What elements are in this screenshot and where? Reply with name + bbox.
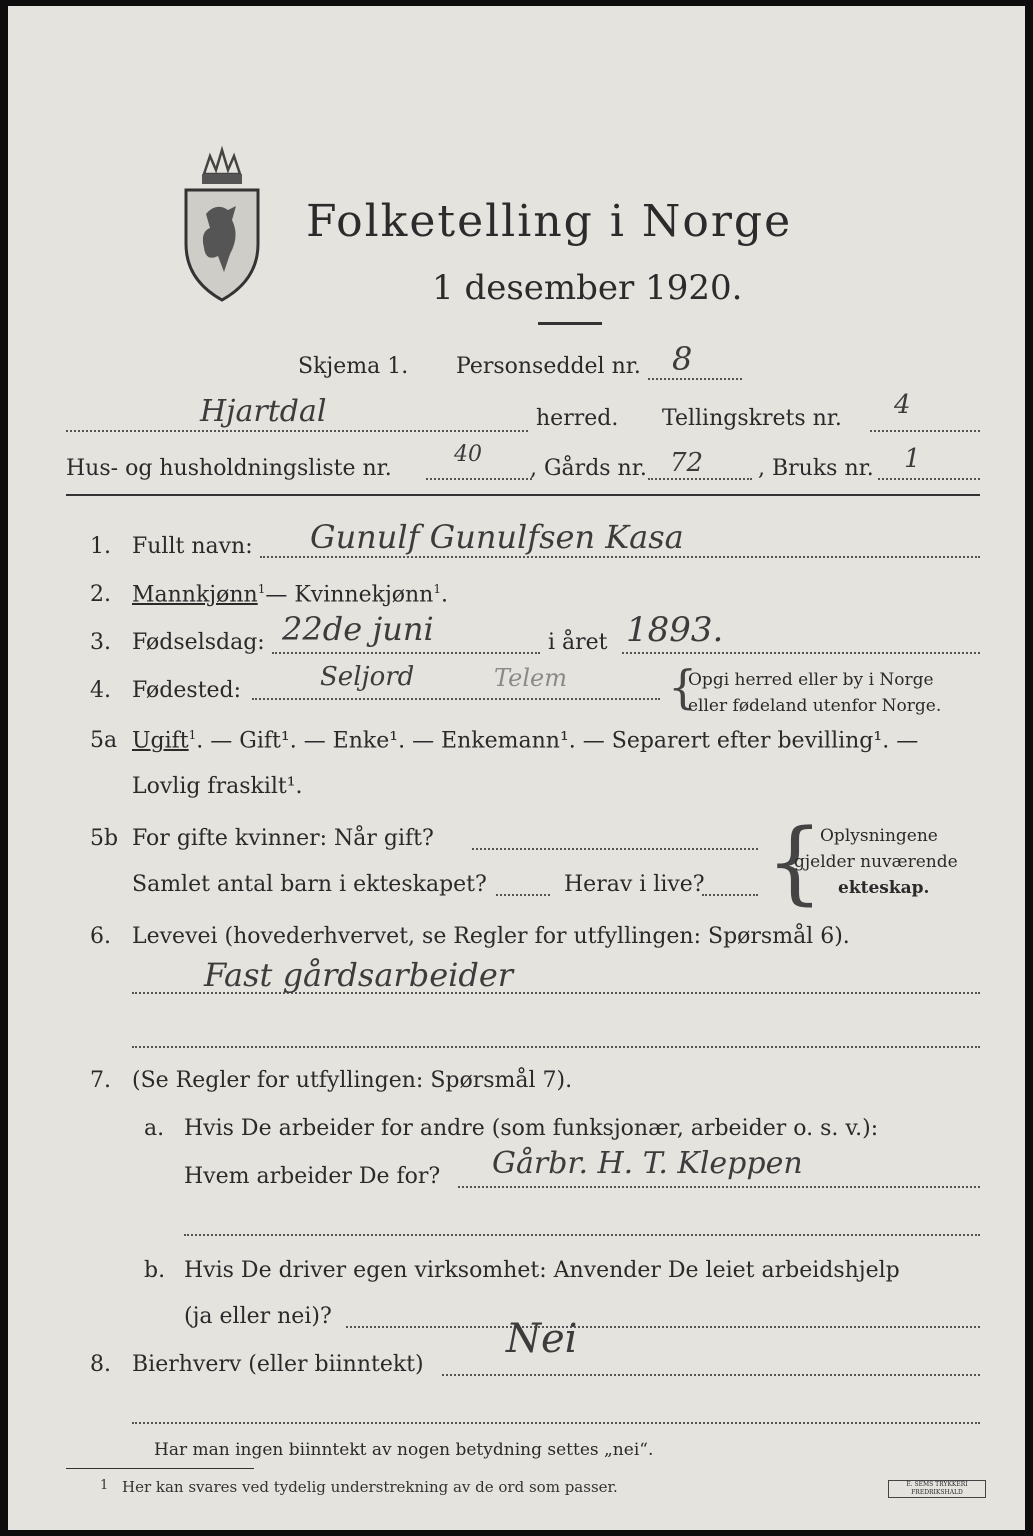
- gender-male-option[interactable]: Mannkjønn: [132, 582, 258, 608]
- q5b-note-line3: ekteskap.: [838, 878, 930, 898]
- census-form: [8, 6, 1025, 1530]
- occupation-value[interactable]: Fast gårdsarbeider: [204, 956, 514, 994]
- herred-value[interactable]: Hjartdal: [200, 394, 327, 429]
- q4-note-line2: eller fødeland utenfor Norge.: [688, 696, 942, 716]
- q1-line: [260, 556, 980, 558]
- q5b-note-line2: gjelder nuværende: [794, 852, 958, 872]
- occupation-line-2: [132, 1046, 980, 1048]
- tellingskrets-label: Tellingskrets nr.: [662, 406, 842, 431]
- footnote-text: Her kan svares ved tydelig understrekning av de ord som passer.: [122, 1478, 618, 1496]
- personseddel-label: Personseddel nr.: [456, 354, 641, 379]
- gender-female-option[interactable]: — Kvinnekjønn: [265, 582, 434, 608]
- husliste-label: Hus- og husholdningsliste nr.: [66, 456, 392, 481]
- q7-label: (Se Regler for utfyllingen: Spørsmål 7).: [132, 1068, 573, 1093]
- footnote-rule: [66, 1468, 254, 1469]
- q1-number: 1.: [90, 534, 111, 559]
- alive-line: [702, 894, 758, 896]
- tellingskrets-line: [870, 430, 980, 432]
- no-income-note: Har man ingen biinntekt av nogen betydning settes „nei“.: [154, 1440, 654, 1460]
- bruks-label: , Bruks nr.: [758, 456, 874, 481]
- marital-divorced-option[interactable]: Lovlig fraskilt¹.: [132, 774, 303, 799]
- children-label: Samlet antal barn i ekteskapet?: [132, 872, 487, 897]
- skjema-label: Skjema 1.: [298, 354, 409, 379]
- side-income-value[interactable]: Nei: [506, 1316, 578, 1362]
- gards-label: , Gårds nr.: [530, 456, 647, 481]
- q4-number: 4.: [90, 678, 111, 703]
- bruks-value[interactable]: 1: [904, 444, 921, 474]
- year-label: i året: [548, 630, 608, 655]
- married-when-line: [472, 848, 758, 850]
- husliste-value[interactable]: 40: [454, 442, 482, 467]
- q2-number: 2.: [90, 582, 111, 607]
- census-date: 1 desember 1920.: [432, 268, 743, 308]
- gards-line: [648, 478, 752, 480]
- q5a-number: 5a: [90, 728, 118, 753]
- herred-line: [66, 430, 528, 432]
- q5b-label: For gifte kvinner: Når gift?: [132, 826, 434, 851]
- q8-number: 8.: [90, 1352, 111, 1377]
- birthdate-line: [272, 652, 540, 654]
- gards-value[interactable]: 72: [670, 448, 704, 478]
- birth-year-value[interactable]: 1893.: [626, 610, 724, 650]
- personseddel-line: [648, 378, 742, 380]
- q3-label: Fødselsdag:: [132, 630, 265, 655]
- q7b-label: Hvis De driver egen virksomhet: Anvender De leiet arbeidshjelp: [184, 1258, 900, 1283]
- q7b-letter: b.: [144, 1258, 166, 1283]
- employer-line-2: [184, 1234, 980, 1236]
- children-line: [496, 894, 550, 896]
- q7b-label-2: (ja eller nei)?: [184, 1304, 332, 1329]
- coat-of-arms-icon: [176, 144, 268, 304]
- tellingskrets-value[interactable]: 4: [894, 390, 911, 420]
- q6-label: Levevei (hovederhvervet, se Regler for utfyllingen: Spørsmål 6).: [132, 924, 850, 949]
- alive-label: Herav i live?: [564, 872, 705, 897]
- marital-unmarried-option[interactable]: Ugift: [132, 728, 189, 754]
- q6-number: 6.: [90, 924, 111, 949]
- birthdate-value[interactable]: 22de juni: [282, 610, 434, 648]
- full-name-value[interactable]: Gunulf Gunulfsen Kasa: [310, 518, 684, 556]
- q4-brace: {: [668, 660, 698, 714]
- page-title: Folketelling i Norge: [306, 196, 793, 247]
- side-income-line-2: [132, 1422, 980, 1424]
- title-divider: [538, 322, 602, 325]
- birthplace-value[interactable]: Seljord: [320, 662, 415, 692]
- header-rule: [66, 494, 980, 496]
- marital-other-options[interactable]: — Gift¹. — Enke¹. — Enkemann¹. — Separert efter bevilling¹. —: [210, 728, 919, 754]
- q8-label: Bierhverv (eller biinntekt): [132, 1352, 424, 1377]
- year-line: [622, 652, 980, 654]
- q2-options: Mannkjønn$^1$— Kvinnekjønn$^1$.: [132, 582, 448, 608]
- bruks-line: [878, 478, 980, 480]
- footnote-number: 1: [100, 1478, 109, 1493]
- q7a-employer-label: Hvem arbeider De for?: [184, 1164, 441, 1189]
- q3-number: 3.: [90, 630, 111, 655]
- side-income-line: [442, 1374, 980, 1376]
- birthplace-line: [252, 698, 660, 700]
- own-business-line: [346, 1326, 980, 1328]
- q7a-label: Hvis De arbeider for andre (som funksjonær, arbeider o. s. v.):: [184, 1116, 879, 1141]
- employer-value[interactable]: Gårbr. H. T. Kleppen: [492, 1146, 803, 1181]
- q4-note-line1: Opgi herred eller by i Norge: [688, 670, 934, 690]
- q7a-letter: a.: [144, 1116, 165, 1141]
- husliste-line: [426, 478, 532, 480]
- q1-label: Fullt navn:: [132, 534, 253, 559]
- herred-label: herred.: [536, 406, 619, 431]
- q4-label: Fødested:: [132, 678, 242, 703]
- birthplace-county[interactable]: Telem: [494, 664, 567, 692]
- employer-line: [458, 1186, 980, 1188]
- q5b-note-line1: Oplysningene: [820, 826, 938, 846]
- q5b-number: 5b: [90, 826, 119, 851]
- q5b-brace: {: [766, 810, 824, 915]
- q5a-options: Ugift$^1$. — Gift¹. — Enke¹. — Enkemann¹. — Separert efter bevilling¹. —: [132, 728, 919, 754]
- q7-number: 7.: [90, 1068, 111, 1093]
- printer-stamp: E. SEMS TRYKKERI FREDRIKSHALD: [888, 1480, 986, 1498]
- personseddel-value[interactable]: 8: [672, 340, 693, 378]
